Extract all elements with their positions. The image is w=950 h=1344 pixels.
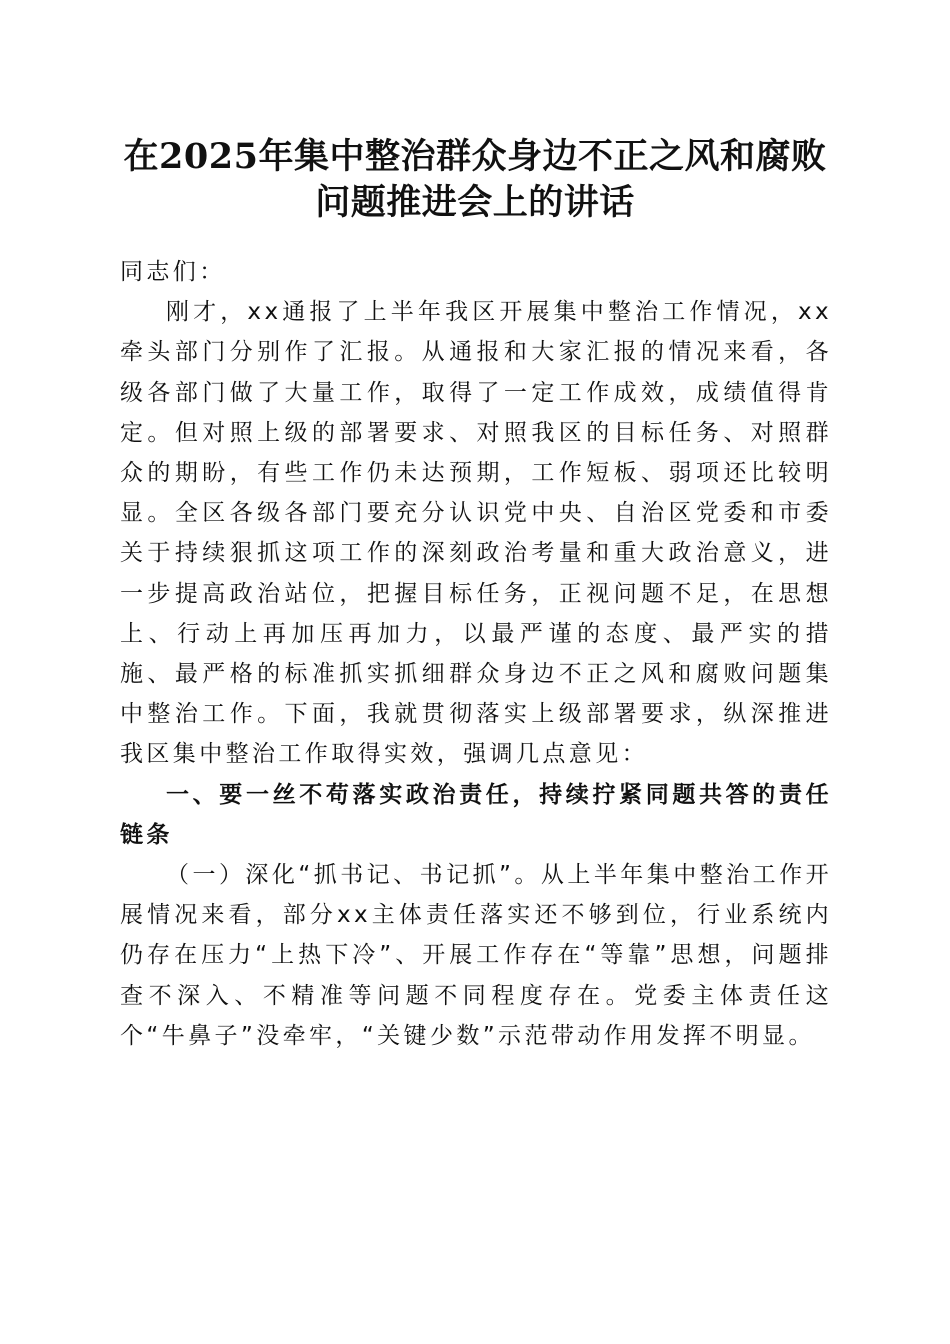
section-heading-1: 一、要一丝不苟落实政治责任，持续拧紧同题共答的责任链条 [120, 781, 832, 848]
subsection-paragraph-1: （一）深化“抓书记、书记抓”。从上半年集中整治工作开展情况来看，部分xx主体责任落实还不够到位，行业系统内仍存在压力“上热下冷”、开展工作存在“等靠”思想，问题排查不深入、不精准等问题不同程度存在。党委主体责任这个“牛鼻子”没牵牢，“关键少数”示范带动作用发挥不明显。 [120, 862, 832, 1049]
intro-paragraph: 刚才，xx通报了上半年我区开展集中整治工作情况，xx牵头部门分别作了汇报。从通报和大家汇报的情况来看，各级各部门做了大量工作，取得了一定工作成效，成绩值得肯定。但对照上级的部署要求、对照我区的目标任务、对照群众的期盼，有些工作仍未达预期，工作短板、弱项还比较明显。全区各级各部门要充分认识党中央、自治区党委和市委关于持续狠抓这项工作的深刻政治考量和重大政治意义，进一步提高政治站位，把握目标任务，正视问题不足，在思想上、行动上再加压再加力，以最严谨的态度、最严实的措施、最严格的标准抓实抓细群众身边不正之风和腐败问题集中整治工作。下面，我就贯彻落实上级部署要求，纵深推进我区集中整治工作取得实效，强调几点意见： [120, 299, 832, 768]
document-body [120, 252, 832, 1056]
salutation: 同志们： [120, 259, 226, 285]
document-title [100, 134, 850, 226]
title-line-1: 在2025年集中整治群众身边不正之风和腐败 [123, 136, 827, 177]
title-line-2: 问题推进会上的讲话 [315, 182, 635, 223]
